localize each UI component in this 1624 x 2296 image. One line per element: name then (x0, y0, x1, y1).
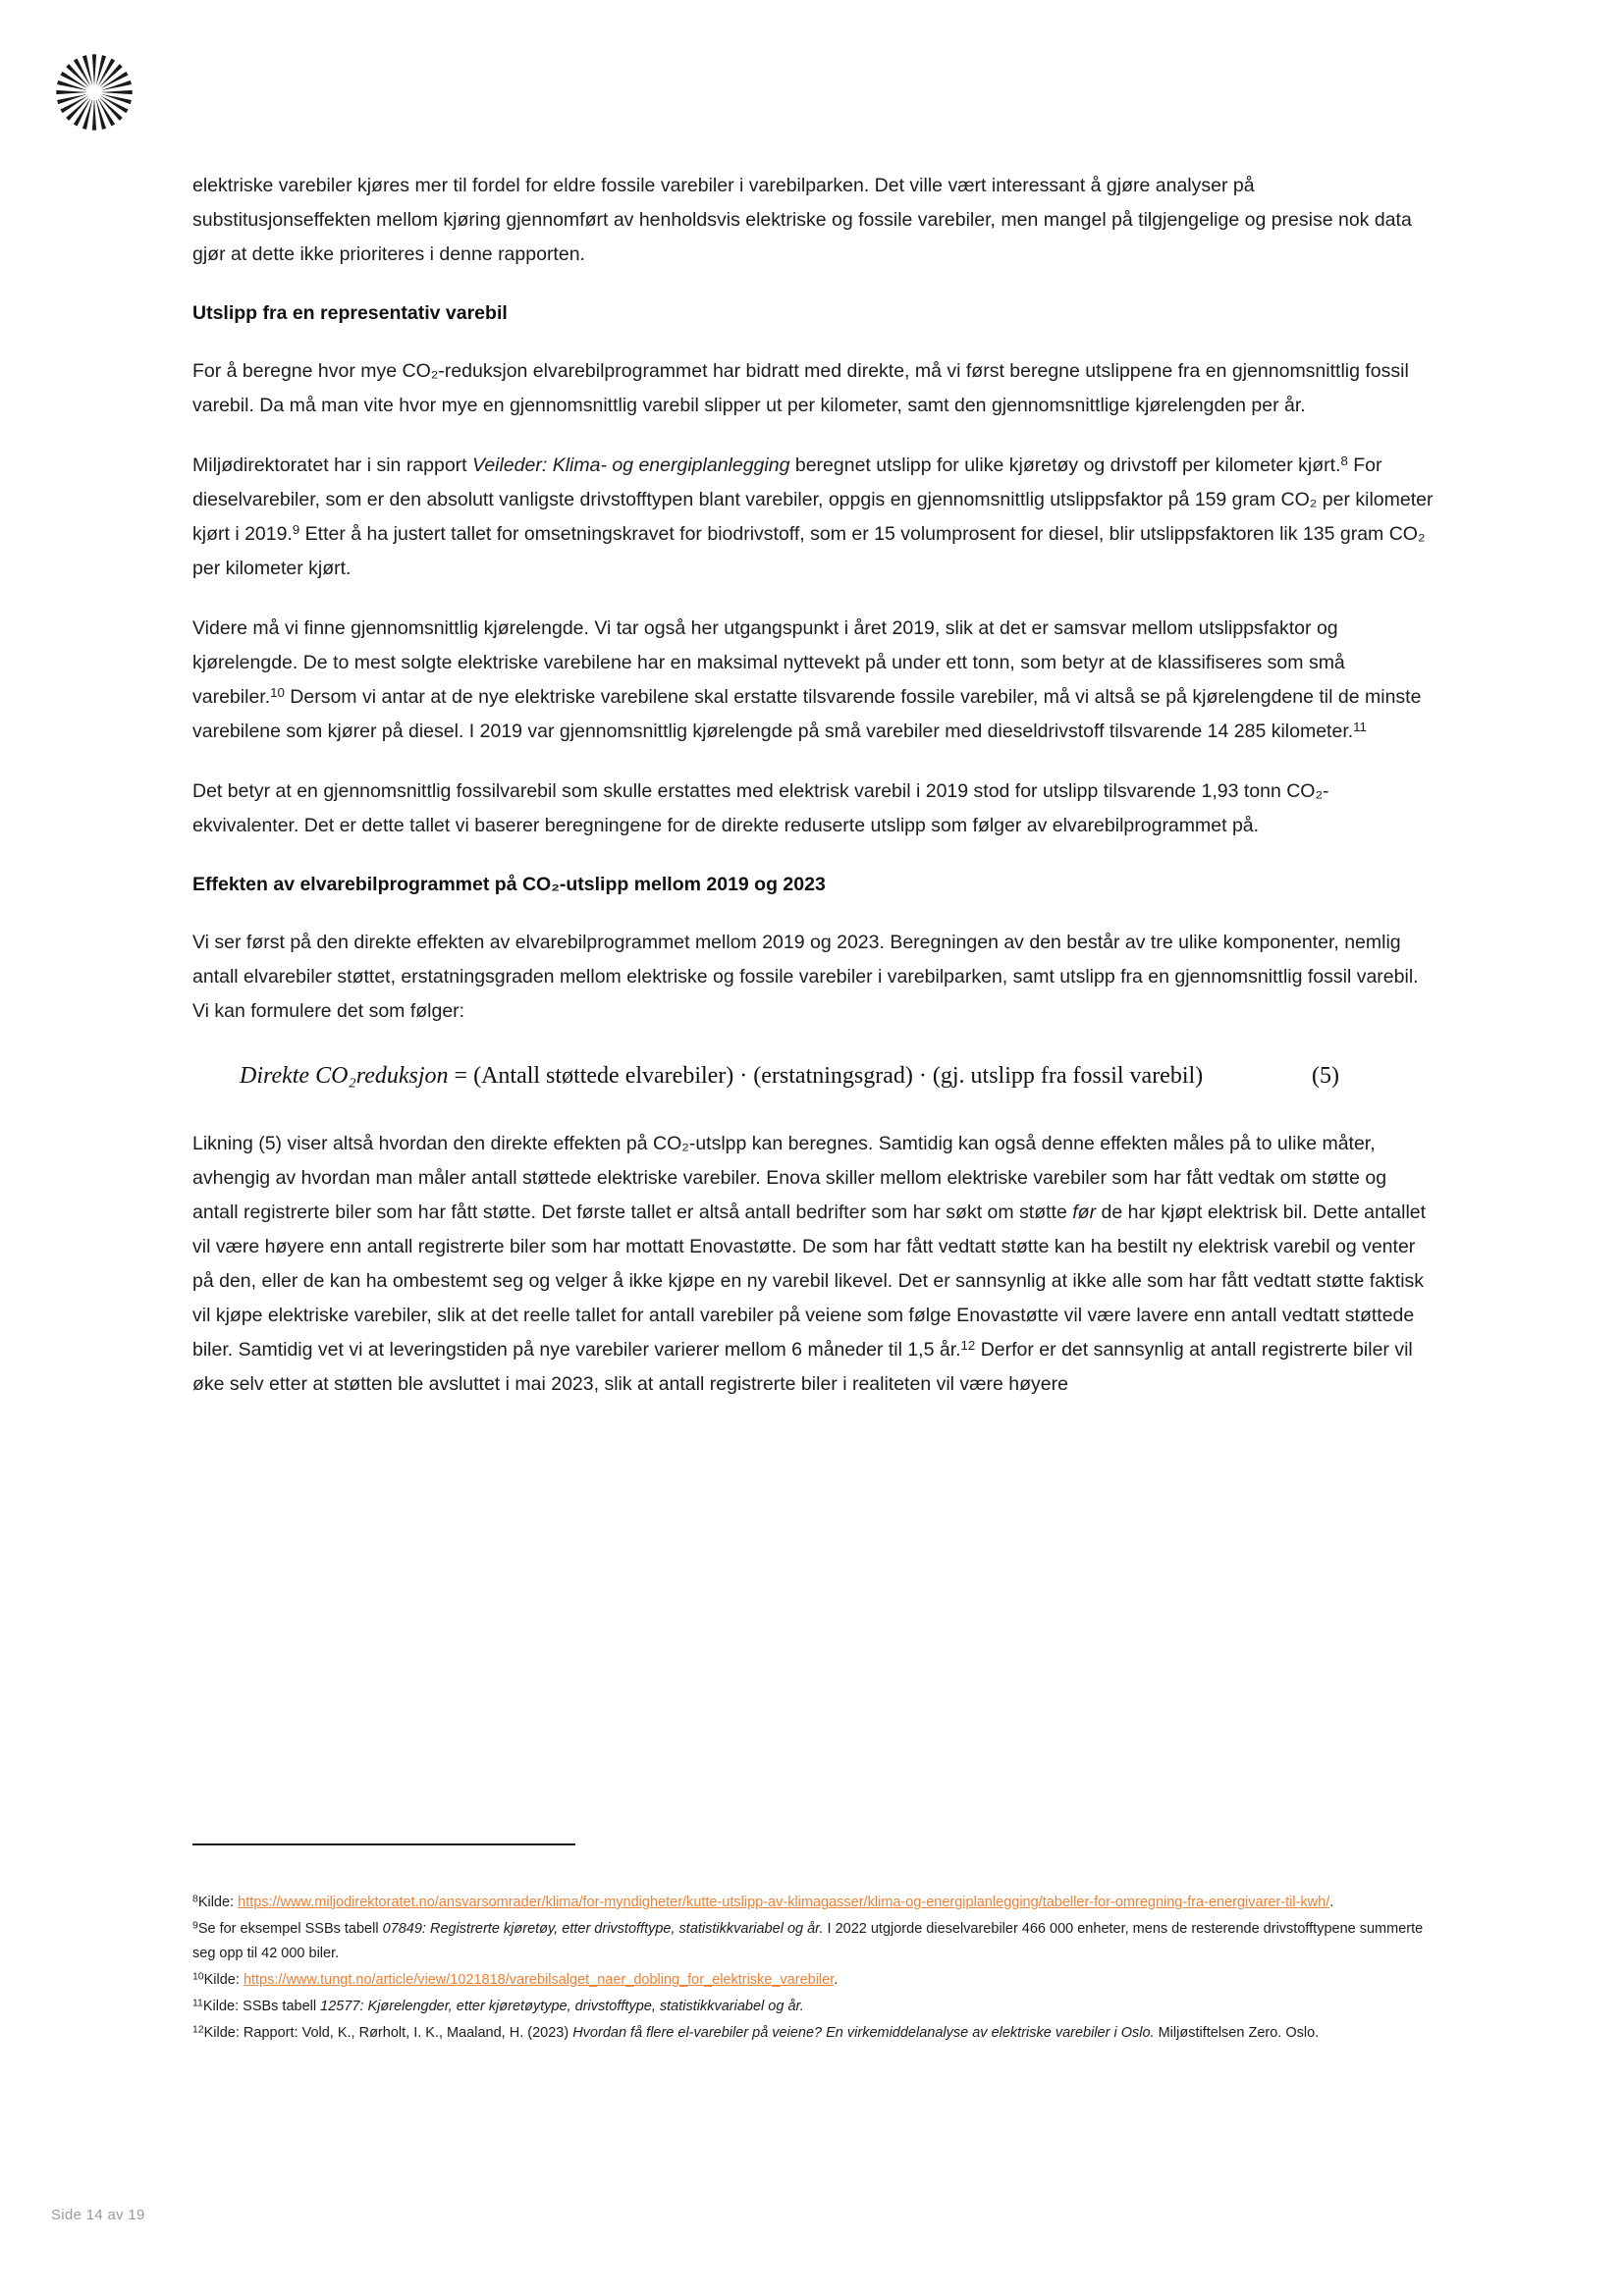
footnote-prefix: Kilde: (203, 1972, 244, 1988)
footnote-8 (192, 1891, 1434, 1915)
paragraph-direkte-effekt: Vi ser først på den direkte effekten av elvarebilprogrammet mellom 2019 og 2023. Beregningen av den består av tre ulike komponenter, nemlig antall elvarebiler støttet, erstatningsgraden mellom elektriske og fossile varebiler i varebilparken, samt utslipp fra en gjennomsnittlig fossil varebil. Vi kan formulere det som følger: (192, 932, 1419, 1022)
text-fragment: Etter å ha justert tallet for omsetningskravet for biodrivstoff, som er 15 volumprosent for diesel, blir utslippsfaktoren lik 135 gram CO₂ per kilometer kjørt. (192, 523, 1426, 579)
text-fragment: Likning (5) viser altså hvordan den direkte effekten på CO₂-utslpp kan beregnes. Samtidig kan også denne effekten måles på to ulike måter, avhengig av hvordan man måler antall støttede elektriske varebiler. Enova skiller mellom elektriske varebiler som har fått vedtak om støtte og antall registrerte biler som har fått støtte. Det første tallet er altså antall bedrifter som har søkt om støtte (192, 1133, 1387, 1223)
footnote-suffix: Miljøstiftelsen Zero. Oslo. (1154, 2025, 1320, 2041)
footnote-marker: 9 (192, 1920, 198, 1932)
footnote-suffix: I 2022 utgjorde dieselvarebiler 466 000 enheter, mens de resterende drivstofftypene summerte seg opp til 42 000 biler. (192, 1921, 1424, 1961)
footnote-10 (192, 1968, 1434, 1993)
footnote-suffix: . (834, 1972, 839, 1988)
section-heading-utslipp: Utslipp fra en representativ varebil (192, 302, 508, 324)
footnote-marker: 12 (192, 2024, 204, 2036)
paragraph-beregne-co2: For å beregne hvor mye CO₂-reduksjon elvarebilprogrammet har bidratt med direkte, må vi først beregne utslippene fra en gjennomsnittlig fossil varebil. Da må man vite hvor mye en gjennomsnittlig varebil slipper ut per kilometer, samt den gjennomsnittlige kjørelengden per år. (192, 360, 1409, 416)
equation-number: (5) (1312, 1063, 1339, 1089)
equation-equals: = (448, 1063, 474, 1089)
text-fragment: Dersom vi antar at de nye elektriske varebilene skal erstatte tilsvarende fossile varebiler, må vi altså se på kjørelengdene til de minste varebilene som kjører på diesel. I 2019 var gjennomsnittlig kjørelengde på små varebiler med dieseldrivstoff tilsvarende 14 285 kilometer. (192, 686, 1422, 742)
text-fragment: de har kjøpt elektrisk bil. Dette antallet vil være høyere enn antall registrerte biler som har mottatt Enovastøtte. De som har fått vedtatt støtte kan ha bestilt ny elektrisk varebil og venter på den, eller de kan ha ombestemt seg og velger å ikke kjøpe en ny varebil likevel. Det er sannsynlig at ikke alle som har fått vedtatt støtte faktisk vil kjøpe elektriske varebiler, slik at det reelle tallet for antall varebiler på veiene som følge Enovastøtte vil være lavere enn antall vedtatt støttede biler. Samtidig vet vi at leveringstiden på nye varebiler varierer mellom 6 måneder til 1,5 år. (192, 1201, 1427, 1361)
page-number-footer: Side 14 av 19 (51, 2207, 145, 2223)
footnotes-section (192, 1843, 1434, 2048)
emphasis-for: før (1072, 1201, 1097, 1223)
equation-5 (240, 1063, 1203, 1089)
footnote-list (192, 1891, 1434, 2046)
text-fragment: beregnet utslipp for ulike kjøretøy og drivstoff per kilometer kjørt. (789, 454, 1341, 476)
paragraph-kjorelengde (192, 612, 1434, 749)
text-fragment: Derfor er det sannsynlig at antall registrerte biler vil øke selv etter at støtten ble avsluttet i mai 2023, slik at antall registrerte biler i realiteten vil være høyere (192, 1339, 1413, 1395)
footnote-ref-10[interactable]: 10 (270, 685, 285, 701)
footnote-prefix: Kilde: Rapport: Vold, K., Rørholt, I. K., Maaland, H. (2023) (203, 2025, 573, 2041)
footnote-12 (192, 2021, 1434, 2046)
paragraph-continuation: elektriske varebiler kjøres mer til fordel for eldre fossile varebiler i varebilparken. Det ville vært interessant å gjøre analyser på substitusjonseffekten mellom kjøring gjennomført av henholdsvis elektriske og fossile varebiler, men mangel på tilgjengelige og presise nok data gjør at dette ikke prioriteres i denne rapporten. (192, 175, 1412, 265)
footnote-prefix: Kilde: (197, 1895, 239, 1910)
text-fragment: Miljødirektoratet har i sin rapport (192, 454, 473, 476)
text-fragment: Videre må vi finne gjennomsnittlig kjørelengde. Vi tar også her utgangspunkt i året 2019, slik at det er samsvar mellom utslippsfaktor og kjørelengde. De to mest solgte elektriske varebilene har en maksimal nyttevekt på under ett tonn, som betyr at de klassifiseres som små varebiler. (192, 617, 1345, 708)
footnote-marker: 10 (192, 1971, 204, 1983)
section-heading-effekten: Effekten av elvarebilprogrammet på CO₂-utslipp mellom 2019 og 2023 (192, 874, 826, 895)
footnote-suffix: . (1329, 1895, 1334, 1910)
starburst-logo-icon (51, 49, 137, 135)
footnote-italic-title: 12577: Kjørelengder, etter kjøretøytype, drivstofftype, statistikkvariabel og år. (320, 1999, 804, 2014)
footnote-prefix: Kilde: SSBs tabell (202, 1999, 321, 2014)
footnote-ref-8[interactable]: 8 (1340, 454, 1348, 469)
footnote-9 (192, 1917, 1434, 1966)
equation-5-block (192, 1054, 1434, 1097)
footnote-italic-title: Hvordan få flere el-varebiler på veiene? En virkemiddelanalyse av elektriske varebiler i Oslo. (572, 2025, 1155, 2041)
report-title-italic: Veileder: Klima- og energiplanlegging (472, 454, 790, 476)
footnote-ref-12[interactable]: 12 (960, 1338, 976, 1354)
paragraph-likning-forklaring (192, 1127, 1434, 1402)
footnote-link[interactable]: https://www.tungt.no/article/view/1021818/varebilsalget_naer_dobling_for_elektriske_varebiler (243, 1972, 835, 1988)
paragraph-fossilvarebil-utslipp: Det betyr at en gjennomsnittlig fossilvarebil som skulle erstattes med elektrisk varebil i 2019 stod for utslipp tilsvarende 1,93 tonn CO₂-ekvivalenter. Det er dette tallet vi baserer beregningene for de direkte reduserte utslipp som følger av elvarebilprogrammet på. (192, 780, 1329, 836)
equation-rhs: (Antall støttede elvarebiler) · (erstatningsgrad) · (gj. utslipp fra fossil varebil) (473, 1063, 1204, 1089)
footnote-marker: 11 (192, 1998, 203, 2009)
text-fragment: For dieselvarebiler, som er den absolutt vanligste drivstofftypen blant varebiler, oppgis en gjennomsnittlig utslippsfaktor på 159 gram CO₂ per kilometer kjørt i 2019. (192, 454, 1434, 545)
footnote-italic-title: 07849: Registrerte kjøretøy, etter drivstofftype, statistikkvariabel og år. (382, 1921, 824, 1937)
paragraph-miljodirektoratet (192, 449, 1434, 586)
footnote-11 (192, 1995, 1434, 2019)
footnote-separator-rule (192, 1843, 575, 1845)
footnote-link[interactable]: https://www.miljodirektoratet.no/ansvarsomrader/klima/for-myndigheter/kutte-utslipp-av-klimagasser/klima-og-energiplanlegging/tabeller-for-omregning-fra-energivarer-til-kwh/ (238, 1895, 1330, 1910)
footnote-ref-9[interactable]: 9 (292, 522, 300, 538)
main-content (192, 169, 1434, 1402)
footnote-marker: 8 (192, 1894, 198, 1905)
equation-lhs: Direkte CO₂reduksjon (240, 1063, 449, 1089)
footnote-ref-11[interactable]: 11 (1353, 720, 1367, 735)
footnote-prefix: Se for eksempel SSBs tabell (197, 1921, 383, 1937)
